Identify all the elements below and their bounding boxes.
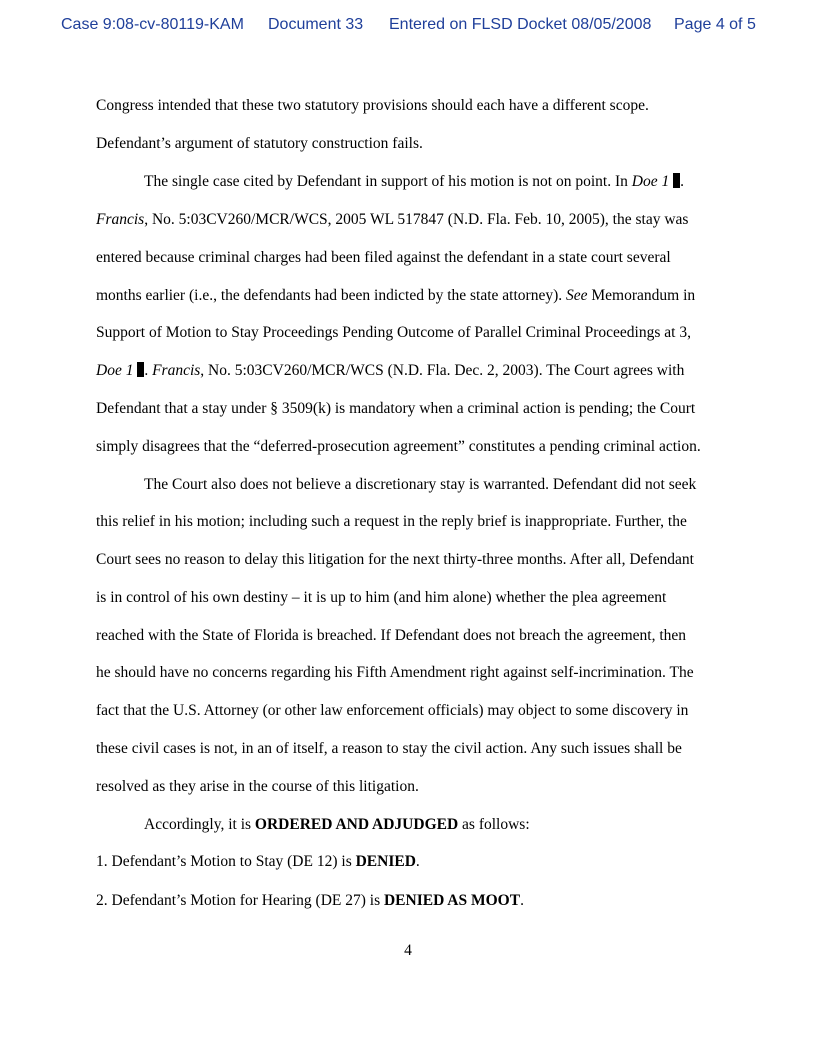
order-item-1: [96, 852, 420, 872]
body-line-8: [96, 361, 684, 381]
text-run: , No. 5:03CV260/MCR/WCS (N.D. Fla. Dec. 2, 2003). The Court agrees with: [200, 362, 685, 379]
body-line-18: these civil cases is not, in an of itself, a reason to stay the civil action. Any such issues shall be: [96, 740, 682, 757]
body-line-7: Support of Motion to Stay Proceedings Pending Outcome of Parallel Criminal Proceedings at 3,: [96, 324, 691, 341]
text-run: months earlier (i.e., the defendants had been indicted by the state attorney).: [96, 287, 566, 304]
body-line-6: [96, 286, 695, 306]
ordered-adjudged-bold: ORDERED AND ADJUDGED: [254, 816, 459, 833]
docket-header: [0, 16, 816, 40]
body-line-10: simply disagrees that the “deferred-prosecution agreement” constitutes a pending criminal action.: [96, 438, 701, 455]
text-run: , No. 5:03CV260/MCR/WCS, 2005 WL 517847 (N.D. Fla. Feb. 10, 2005), the stay was: [144, 211, 689, 228]
signal-italic: See: [566, 287, 588, 304]
order-intro: [144, 815, 530, 835]
entered-date: Entered on FLSD Docket 08/05/2008: [389, 16, 652, 33]
body-line-4: [96, 210, 688, 230]
body-line-11: The Court also does not believe a discretionary stay is warranted. Defendant did not seek: [144, 476, 697, 493]
case-number: Case 9:08-cv-80119-KAM: [61, 16, 244, 33]
document-number: Document 33: [268, 16, 364, 33]
case-name-italic: Francis: [96, 211, 145, 228]
case-name-italic: Doe 1: [96, 362, 134, 379]
body-line-14: is in control of his own destiny – it is up to him (and him alone) whether the plea agreement: [96, 589, 667, 606]
body-line-9: Defendant that a stay under § 3509(k) is mandatory when a criminal action is pending; the Court: [96, 400, 696, 417]
body-line-17: fact that the U.S. Attorney (or other law enforcement officials) may object to some discovery in: [96, 702, 689, 719]
case-name-italic: Doe 1: [631, 173, 670, 190]
order-item-2: [96, 891, 524, 911]
text-run: as follows:: [458, 816, 530, 833]
body-line-12: this relief in his motion; including such a request in the reply brief is inappropriate. Further, the: [96, 513, 687, 530]
text-run: .: [415, 853, 420, 870]
body-line-3: [144, 172, 684, 192]
ruling-bold: DENIED AS MOOT: [383, 892, 521, 909]
case-name-italic: Francis: [148, 362, 201, 379]
ruling-bold: DENIED: [355, 853, 416, 870]
body-line-13: Court sees no reason to delay this litigation for the next thirty-three months. After all, Defendant: [96, 551, 694, 568]
body-line-2: Defendant’s argument of statutory construction fails.: [96, 135, 423, 152]
text-run: The single case cited by Defendant in support of his motion is not on point. In: [144, 173, 632, 190]
text-run: .: [680, 173, 684, 190]
body-line-15: reached with the State of Florida is breached. If Defendant does not breach the agreement, then: [96, 627, 687, 644]
body-line-5: entered because criminal charges had been filed against the defendant in a state court several: [96, 249, 671, 266]
body-line-1: Congress intended that these two statutory provisions should each have a different scope.: [96, 97, 649, 114]
body-line-19: resolved as they arise in the course of this litigation.: [96, 778, 419, 795]
page-indicator: Page 4 of 5: [674, 16, 756, 33]
text-run: 2. Defendant’s Motion for Hearing (DE 27) is: [96, 892, 384, 909]
text-run: Memorandum in: [587, 287, 696, 304]
text-run: .: [144, 362, 149, 379]
text-run: .: [520, 892, 524, 909]
page-number: 4: [404, 942, 412, 959]
text-run: Accordingly, it is: [144, 816, 255, 833]
body-line-16: he should have no concerns regarding his Fifth Amendment right against self-incrimination. The: [96, 664, 694, 681]
text-run: 1. Defendant’s Motion to Stay (DE 12) is: [96, 853, 356, 870]
